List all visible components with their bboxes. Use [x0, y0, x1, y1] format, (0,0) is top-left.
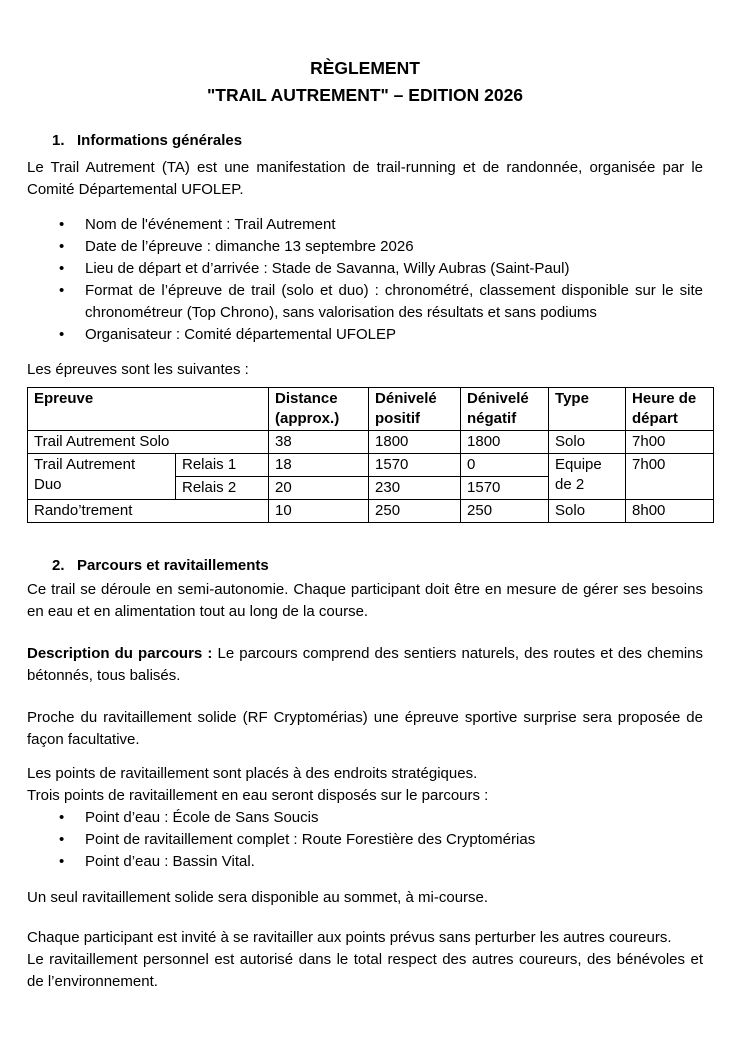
list-item [27, 851, 703, 873]
cell-rando-dminus: 250 [461, 500, 549, 523]
bullet-icon: • [59, 238, 65, 255]
title-line-2: "TRAIL AUTREMENT" – EDITION 2026 [206, 85, 524, 105]
cell-solo-name: Trail Autrement Solo [28, 431, 269, 454]
table-row-solo [28, 431, 714, 454]
list-item-text: Nom de l'événement : Trail Autrement [85, 216, 336, 233]
list-item [27, 807, 703, 829]
table-header-row [28, 388, 714, 431]
cell-duo-type [549, 454, 626, 500]
col-header-denivele-positif: Dénivelé positif [369, 388, 461, 431]
cell-relais2-dminus: 1570 [461, 477, 549, 500]
list-item [27, 829, 703, 851]
bullet-icon: • [59, 809, 65, 826]
paragraph-description [27, 643, 703, 687]
cell-solo-dminus: 1800 [461, 431, 549, 454]
cell-solo-dplus: 1800 [369, 431, 461, 454]
col-header-distance: Distance (approx.) [269, 388, 369, 431]
cell-rando-name: Rando’trement [28, 500, 269, 523]
list-item [27, 280, 703, 324]
cell-duo-name-text: Trail Autrement Duo [34, 456, 136, 493]
cell-duo-heure: 7h00 [626, 454, 714, 500]
paragraph-surprise: Proche du ravitaillement solide (RF Cryptomérias) une épreuve sportive surprise sera proposée de façon facultative. [27, 709, 703, 748]
bullet-icon: • [59, 831, 65, 848]
list-item-text: Date de l’épreuve : dimanche 13 septembre 2026 [85, 238, 414, 255]
cell-duo-type-text: Equipe de 2 [555, 456, 602, 493]
list-item [27, 258, 703, 280]
list-item-text: Point d’eau : École de Sans Soucis [85, 809, 319, 826]
list-item-text: Point de ravitaillement complet : Route Forestière des Cryptomérias [85, 831, 536, 848]
description-label: Description du parcours : [27, 645, 213, 662]
section-1-bullet-list [27, 214, 703, 346]
table-row-rando [28, 500, 714, 523]
cell-relais2-label: Relais 2 [176, 477, 269, 500]
bullet-icon: • [59, 326, 65, 343]
section-2-bullet-list [27, 807, 703, 873]
cell-relais1-label: Relais 1 [176, 454, 269, 477]
cell-relais1-distance: 18 [269, 454, 369, 477]
col-header-denivele-negatif: Dénivelé négatif [461, 388, 549, 431]
section-1-heading-text: Informations générales [77, 132, 243, 149]
list-item-text: Format de l’épreuve de trail (solo et duo) : chronométré, classement disponible sur le site chronométreur (Top Chrono), sans valorisation des résultats et sans podiums [85, 282, 703, 321]
cell-rando-dplus: 250 [369, 500, 461, 523]
list-item-text: Organisateur : Comité départemental UFOLEP [85, 326, 396, 343]
bullet-icon: • [59, 260, 65, 277]
section-1-heading [27, 130, 703, 152]
col-header-heure-depart: Heure de départ [626, 388, 714, 431]
col-header-type: Type [549, 388, 626, 431]
list-item-text: Lieu de départ et d’arrivée : Stade de Savanna, Willy Aubras (Saint-Paul) [85, 260, 570, 277]
paragraph-invite: Chaque participant est invité à se ravitailler aux points prévus sans perturber les autres coureurs. [27, 929, 672, 946]
bullet-icon: • [59, 853, 65, 870]
list-item [27, 214, 703, 236]
cell-rando-distance: 10 [269, 500, 369, 523]
cell-rando-heure: 8h00 [626, 500, 714, 523]
paragraph-autonomie: Ce trail se déroule en semi-autonomie. Chaque participant doit être en mesure de gérer ses besoins en eau et en alimentation tout au long de la course. [27, 581, 703, 620]
cell-relais2-dplus: 230 [369, 477, 461, 500]
events-table [27, 387, 714, 523]
section-2-heading-text: Parcours et ravitaillements [77, 557, 269, 574]
paragraph-points-2: Trois points de ravitaillement en eau seront disposés sur le parcours : [27, 787, 489, 804]
paragraph-points-1: Les points de ravitaillement sont placés à des endroits stratégiques. [27, 765, 478, 782]
cell-relais1-dplus: 1570 [369, 454, 461, 477]
cell-relais2-distance: 20 [269, 477, 369, 500]
cell-solo-type: Solo [549, 431, 626, 454]
description-text: Le parcours comprend des sentiers naturels, des routes et des chemins bétonnés, tous balisés. [27, 645, 703, 684]
cell-duo-name [28, 454, 176, 500]
list-item [27, 324, 703, 346]
document-title [27, 55, 703, 109]
section-2-number: 2. [52, 557, 65, 574]
list-item-text: Point d’eau : Bassin Vital. [85, 853, 255, 870]
cell-rando-type: Solo [549, 500, 626, 523]
bullet-icon: • [59, 216, 65, 233]
section-2-heading [27, 555, 703, 577]
list-item [27, 236, 703, 258]
section-1-intro: Le Trail Autrement (TA) est une manifestation de trail-running et de randonnée, organisée par le Comité Départemental UFOLEP. [27, 159, 703, 198]
title-line-1: RÈGLEMENT [310, 58, 420, 78]
table-row-duo-relais1 [28, 454, 714, 477]
table-intro: Les épreuves sont les suivantes : [27, 361, 249, 378]
bullet-icon: • [59, 282, 65, 299]
col-header-epreuve: Epreuve [28, 388, 269, 431]
section-1-number: 1. [52, 132, 65, 149]
paragraph-personnel: Le ravitaillement personnel est autorisé dans le total respect des autres coureurs, des bénévoles et de l’environnement. [27, 951, 703, 990]
paragraph-sommet: Un seul ravitaillement solide sera disponible au sommet, à mi-course. [27, 889, 489, 906]
cell-solo-distance: 38 [269, 431, 369, 454]
cell-solo-heure: 7h00 [626, 431, 714, 454]
cell-relais1-dminus: 0 [461, 454, 549, 477]
